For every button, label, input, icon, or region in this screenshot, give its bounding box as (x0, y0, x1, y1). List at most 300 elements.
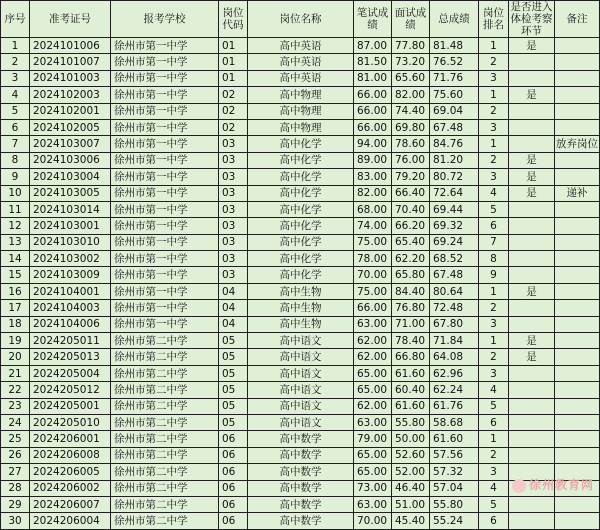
cell-col-written: 70.00 (354, 267, 392, 283)
cell-col-school: 徐州市第一中学 (111, 234, 219, 250)
cell-col-school: 徐州市第一中学 (111, 201, 219, 217)
cell-col-total: 55.24 (430, 513, 479, 529)
cell-col-remark (555, 300, 600, 316)
cell-col-physical (509, 70, 555, 86)
cell-col-total: 69.44 (430, 201, 479, 217)
cell-col-physical (509, 496, 555, 512)
cell-col-post-code: 05 (219, 365, 248, 381)
cell-col-written: 82.00 (354, 185, 392, 201)
cell-col-seq: 29 (1, 496, 30, 512)
cell-col-post-code: 05 (219, 382, 248, 398)
cell-col-post-name: 高中生物 (248, 316, 354, 332)
cell-col-interview: 61.60 (392, 398, 430, 414)
cell-col-remark (555, 218, 600, 234)
cell-col-physical (509, 316, 555, 332)
cell-col-total: 67.80 (430, 316, 479, 332)
cell-col-remark (555, 234, 600, 250)
cell-col-school: 徐州市第二中学 (111, 464, 219, 480)
cell-col-rank: 2 (479, 152, 509, 168)
cell-col-interview: 60.40 (392, 382, 430, 398)
table-row (1, 300, 600, 316)
cell-col-post-code: 03 (219, 169, 248, 185)
cell-col-exam-id: 2024103006 (30, 152, 111, 168)
cell-col-rank: 2 (479, 54, 509, 70)
cell-col-interview: 66.80 (392, 349, 430, 365)
table-row (1, 349, 600, 365)
cell-col-exam-id: 2024102005 (30, 119, 111, 135)
table-row (1, 333, 600, 349)
cell-col-post-name: 高中英语 (248, 38, 354, 54)
cell-col-interview: 66.40 (392, 185, 430, 201)
cell-col-physical: 是 (509, 38, 555, 54)
cell-col-written: 62.00 (354, 349, 392, 365)
table-row (1, 119, 600, 135)
table-row (1, 70, 600, 86)
cell-col-exam-id: 2024102003 (30, 87, 111, 103)
cell-col-exam-id: 2024206008 (30, 447, 111, 463)
cell-col-remark (555, 283, 600, 299)
cell-col-written: 66.00 (354, 87, 392, 103)
cell-col-post-code: 06 (219, 496, 248, 512)
cell-col-post-name: 高中化学 (248, 234, 354, 250)
cell-col-school: 徐州市第一中学 (111, 169, 219, 185)
cell-col-post-code: 04 (219, 300, 248, 316)
header-col-physical: 是否进入体检考察环节 (509, 1, 555, 38)
header-col-post-name: 岗位名称 (248, 1, 354, 38)
cell-col-remark (555, 414, 600, 430)
cell-col-school: 徐州市第一中学 (111, 251, 219, 267)
cell-col-written: 75.00 (354, 234, 392, 250)
cell-col-physical (509, 300, 555, 316)
cell-col-seq: 24 (1, 414, 30, 430)
cell-col-post-code: 06 (219, 447, 248, 463)
cell-col-written: 66.00 (354, 300, 392, 316)
cell-col-physical: 是 (509, 349, 555, 365)
cell-col-rank: 3 (479, 70, 509, 86)
cell-col-school: 徐州市第一中学 (111, 103, 219, 119)
cell-col-total: 67.48 (430, 267, 479, 283)
cell-col-seq: 3 (1, 70, 30, 86)
cell-col-school: 徐州市第二中学 (111, 349, 219, 365)
cell-col-written: 65.00 (354, 382, 392, 398)
cell-col-seq: 11 (1, 201, 30, 217)
cell-col-post-name: 高中英语 (248, 54, 354, 70)
cell-col-remark (555, 365, 600, 381)
cell-col-seq: 19 (1, 333, 30, 349)
cell-col-exam-id: 2024205012 (30, 382, 111, 398)
cell-col-post-code: 01 (219, 54, 248, 70)
cell-col-exam-id: 2024206004 (30, 513, 111, 529)
cell-col-physical (509, 218, 555, 234)
cell-col-seq: 18 (1, 316, 30, 332)
cell-col-school: 徐州市第一中学 (111, 152, 219, 168)
cell-col-seq: 25 (1, 431, 30, 447)
cell-col-written: 81.50 (354, 54, 392, 70)
cell-col-post-name: 高中物理 (248, 103, 354, 119)
cell-col-physical (509, 414, 555, 430)
cell-col-interview: 65.60 (392, 70, 430, 86)
cell-col-school: 徐州市第一中学 (111, 218, 219, 234)
cell-col-physical (509, 447, 555, 463)
cell-col-remark (555, 119, 600, 135)
watermark: 徐州教育网 (512, 476, 594, 493)
cell-col-rank: 5 (479, 496, 509, 512)
cell-col-total: 57.32 (430, 464, 479, 480)
cell-col-written: 81.00 (354, 70, 392, 86)
cell-col-school: 徐州市第一中学 (111, 70, 219, 86)
header-col-exam-id: 准考证号 (30, 1, 111, 38)
cell-col-exam-id: 2024206005 (30, 464, 111, 480)
header-col-school: 报考学校 (111, 1, 219, 38)
cell-col-total: 72.48 (430, 300, 479, 316)
cell-col-exam-id: 2024103009 (30, 267, 111, 283)
cell-col-school: 徐州市第二中学 (111, 431, 219, 447)
cell-col-post-name: 高中化学 (248, 152, 354, 168)
cell-col-total: 71.76 (430, 70, 479, 86)
cell-col-remark (555, 447, 600, 463)
cell-col-seq: 5 (1, 103, 30, 119)
cell-col-physical: 是 (509, 333, 555, 349)
cell-col-post-code: 03 (219, 201, 248, 217)
cell-col-school: 徐州市第二中学 (111, 513, 219, 529)
cell-col-interview: 50.00 (392, 431, 430, 447)
cell-col-interview: 65.40 (392, 234, 430, 250)
table-row (1, 398, 600, 414)
cell-col-physical (509, 54, 555, 70)
cell-col-total: 75.60 (430, 87, 479, 103)
cell-col-school: 徐州市第一中学 (111, 267, 219, 283)
cell-col-post-name: 高中数学 (248, 513, 354, 529)
cell-col-interview: 77.80 (392, 38, 430, 54)
cell-col-written: 63.00 (354, 316, 392, 332)
table-row (1, 218, 600, 234)
table-row (1, 185, 600, 201)
cell-col-physical: 是 (509, 185, 555, 201)
cell-col-written: 94.00 (354, 136, 392, 152)
cell-col-seq: 1 (1, 38, 30, 54)
table-row (1, 54, 600, 70)
cell-col-physical: 是 (509, 152, 555, 168)
cell-col-physical: 是 (509, 283, 555, 299)
cell-col-post-name: 高中化学 (248, 169, 354, 185)
cell-col-written: 63.00 (354, 496, 392, 512)
cell-col-exam-id: 2024206007 (30, 496, 111, 512)
cell-col-post-name: 高中化学 (248, 267, 354, 283)
cell-col-post-code: 03 (219, 234, 248, 250)
cell-col-post-name: 高中数学 (248, 431, 354, 447)
cell-col-exam-id: 2024205004 (30, 365, 111, 381)
cell-col-physical (509, 251, 555, 267)
cell-col-exam-id: 2024103005 (30, 185, 111, 201)
cell-col-physical (509, 431, 555, 447)
cell-col-interview: 82.00 (392, 87, 430, 103)
cell-col-interview: 66.20 (392, 218, 430, 234)
cell-col-rank: 4 (479, 382, 509, 398)
cell-col-rank: 1 (479, 87, 509, 103)
cell-col-remark (555, 169, 600, 185)
cell-col-remark: 递补 (555, 185, 600, 201)
cell-col-interview: 62.20 (392, 251, 430, 267)
cell-col-written: 75.00 (354, 283, 392, 299)
cell-col-post-name: 高中物理 (248, 87, 354, 103)
cell-col-post-code: 02 (219, 103, 248, 119)
cell-col-exam-id: 2024103010 (30, 234, 111, 250)
cell-col-school: 徐州市第二中学 (111, 382, 219, 398)
table-row (1, 234, 600, 250)
watermark-logo-icon (512, 479, 526, 493)
cell-col-rank: 2 (479, 447, 509, 463)
cell-col-remark (555, 513, 600, 529)
cell-col-rank: 6 (479, 218, 509, 234)
cell-col-rank: 1 (479, 333, 509, 349)
table-row (1, 496, 600, 512)
cell-col-seq: 30 (1, 513, 30, 529)
cell-col-post-code: 01 (219, 70, 248, 86)
header-col-rank: 岗位排名 (479, 1, 509, 38)
table-row (1, 480, 600, 496)
cell-col-rank: 3 (479, 365, 509, 381)
cell-col-post-code: 03 (219, 218, 248, 234)
cell-col-seq: 15 (1, 267, 30, 283)
cell-col-written: 78.00 (354, 251, 392, 267)
cell-col-remark (555, 54, 600, 70)
cell-col-total: 84.76 (430, 136, 479, 152)
cell-col-post-name: 高中语文 (248, 333, 354, 349)
table-row (1, 87, 600, 103)
cell-col-seq: 23 (1, 398, 30, 414)
cell-col-written: 63.00 (354, 414, 392, 430)
cell-col-remark: 放弃岗位 (555, 136, 600, 152)
cell-col-total: 71.84 (430, 333, 479, 349)
cell-col-post-code: 02 (219, 87, 248, 103)
cell-col-total: 61.60 (430, 431, 479, 447)
cell-col-interview: 73.20 (392, 54, 430, 70)
cell-col-school: 徐州市第一中学 (111, 38, 219, 54)
cell-col-total: 76.52 (430, 54, 479, 70)
cell-col-rank: 2 (479, 349, 509, 365)
cell-col-exam-id: 2024205010 (30, 414, 111, 430)
table-row (1, 464, 600, 480)
cell-col-seq: 6 (1, 119, 30, 135)
cell-col-school: 徐州市第二中学 (111, 365, 219, 381)
table-row (1, 267, 600, 283)
cell-col-exam-id: 2024103004 (30, 169, 111, 185)
cell-col-seq: 9 (1, 169, 30, 185)
cell-col-exam-id: 2024103002 (30, 251, 111, 267)
cell-col-post-code: 06 (219, 513, 248, 529)
cell-col-interview: 52.60 (392, 447, 430, 463)
table-row (1, 103, 600, 119)
cell-col-interview: 79.20 (392, 169, 430, 185)
cell-col-physical (509, 201, 555, 217)
cell-col-rank: 3 (479, 169, 509, 185)
cell-col-written: 62.00 (354, 333, 392, 349)
cell-col-rank: 4 (479, 185, 509, 201)
cell-col-post-name: 高中生物 (248, 283, 354, 299)
cell-col-post-name: 高中化学 (248, 218, 354, 234)
cell-col-physical (509, 103, 555, 119)
table-row (1, 316, 600, 332)
cell-col-school: 徐州市第二中学 (111, 414, 219, 430)
cell-col-rank: 4 (479, 480, 509, 496)
cell-col-school: 徐州市第二中学 (111, 480, 219, 496)
cell-col-exam-id: 2024206002 (30, 480, 111, 496)
header-col-total: 总成绩 (430, 1, 479, 38)
cell-col-school: 徐州市第一中学 (111, 87, 219, 103)
cell-col-remark (555, 152, 600, 168)
cell-col-post-code: 06 (219, 431, 248, 447)
cell-col-interview: 76.80 (392, 300, 430, 316)
cell-col-post-name: 高中语文 (248, 414, 354, 430)
cell-col-interview: 76.00 (392, 152, 430, 168)
cell-col-post-name: 高中语文 (248, 365, 354, 381)
cell-col-post-code: 02 (219, 119, 248, 135)
cell-col-exam-id: 2024103007 (30, 136, 111, 152)
cell-col-total: 81.20 (430, 152, 479, 168)
cell-col-exam-id: 2024101006 (30, 38, 111, 54)
cell-col-total: 58.68 (430, 414, 479, 430)
cell-col-total: 81.48 (430, 38, 479, 54)
cell-col-exam-id: 2024102001 (30, 103, 111, 119)
cell-col-post-name: 高中数学 (248, 447, 354, 463)
cell-col-post-code: 06 (219, 464, 248, 480)
cell-col-post-code: 05 (219, 414, 248, 430)
cell-col-written: 79.00 (354, 431, 392, 447)
cell-col-remark (555, 70, 600, 86)
cell-col-remark (555, 316, 600, 332)
cell-col-post-name: 高中物理 (248, 119, 354, 135)
table-row (1, 414, 600, 430)
table-row (1, 431, 600, 447)
cell-col-post-name: 高中英语 (248, 70, 354, 86)
cell-col-post-code: 05 (219, 398, 248, 414)
cell-col-interview: 78.40 (392, 333, 430, 349)
cell-col-interview: 61.60 (392, 365, 430, 381)
cell-col-school: 徐州市第一中学 (111, 300, 219, 316)
cell-col-interview: 84.40 (392, 283, 430, 299)
cell-col-rank: 5 (479, 201, 509, 217)
cell-col-total: 72.64 (430, 185, 479, 201)
cell-col-physical (509, 234, 555, 250)
cell-col-exam-id: 2024103014 (30, 201, 111, 217)
cell-col-interview: 65.80 (392, 267, 430, 283)
cell-col-total: 67.48 (430, 119, 479, 135)
cell-col-remark (555, 382, 600, 398)
cell-col-physical (509, 119, 555, 135)
cell-col-physical (509, 382, 555, 398)
table-row (1, 283, 600, 299)
cell-col-exam-id: 2024206001 (30, 431, 111, 447)
cell-col-physical (509, 365, 555, 381)
cell-col-seq: 2 (1, 54, 30, 70)
cell-col-written: 83.00 (354, 169, 392, 185)
cell-col-school: 徐州市第一中学 (111, 54, 219, 70)
header-col-written: 笔试成绩 (354, 1, 392, 38)
cell-col-rank: 1 (479, 431, 509, 447)
cell-col-post-code: 04 (219, 316, 248, 332)
cell-col-written: 65.00 (354, 447, 392, 463)
cell-col-interview: 78.60 (392, 136, 430, 152)
cell-col-written: 87.00 (354, 38, 392, 54)
cell-col-seq: 16 (1, 283, 30, 299)
cell-col-remark (555, 349, 600, 365)
cell-col-total: 57.04 (430, 480, 479, 496)
cell-col-school: 徐州市第二中学 (111, 447, 219, 463)
cell-col-remark (555, 267, 600, 283)
cell-col-exam-id: 2024101003 (30, 70, 111, 86)
cell-col-total: 69.04 (430, 103, 479, 119)
cell-col-seq: 17 (1, 300, 30, 316)
cell-col-post-code: 03 (219, 251, 248, 267)
cell-col-exam-id: 2024104006 (30, 316, 111, 332)
cell-col-post-name: 高中数学 (248, 464, 354, 480)
cell-col-remark (555, 333, 600, 349)
cell-col-remark (555, 38, 600, 54)
cell-col-rank: 5 (479, 398, 509, 414)
cell-col-post-name: 高中化学 (248, 251, 354, 267)
cell-col-interview: 70.40 (392, 201, 430, 217)
cell-col-remark (555, 431, 600, 447)
cell-col-rank: 1 (479, 136, 509, 152)
cell-col-interview: 46.40 (392, 480, 430, 496)
cell-col-written: 65.00 (354, 365, 392, 381)
cell-col-total: 57.56 (430, 447, 479, 463)
cell-col-written: 74.00 (354, 218, 392, 234)
cell-col-post-code: 03 (219, 136, 248, 152)
table-row (1, 169, 600, 185)
cell-col-physical (509, 398, 555, 414)
cell-col-rank: 3 (479, 464, 509, 480)
cell-col-seq: 7 (1, 136, 30, 152)
cell-col-post-name: 高中化学 (248, 136, 354, 152)
cell-col-written: 89.00 (354, 152, 392, 168)
cell-col-written: 62.00 (354, 398, 392, 414)
cell-col-written: 66.00 (354, 119, 392, 135)
cell-col-post-name: 高中语文 (248, 349, 354, 365)
table-row (1, 38, 600, 54)
cell-col-total: 69.24 (430, 234, 479, 250)
cell-col-post-name: 高中化学 (248, 201, 354, 217)
cell-col-post-code: 05 (219, 349, 248, 365)
cell-col-post-name: 高中语文 (248, 398, 354, 414)
cell-col-remark (555, 201, 600, 217)
table-row (1, 251, 600, 267)
table-row (1, 513, 600, 529)
cell-col-exam-id: 2024205001 (30, 398, 111, 414)
cell-col-school: 徐州市第一中学 (111, 136, 219, 152)
cell-col-remark (555, 87, 600, 103)
cell-col-seq: 22 (1, 382, 30, 398)
cell-col-seq: 12 (1, 218, 30, 234)
cell-col-interview: 51.00 (392, 496, 430, 512)
cell-col-school: 徐州市第一中学 (111, 119, 219, 135)
cell-col-exam-id: 2024104001 (30, 283, 111, 299)
cell-col-post-code: 01 (219, 38, 248, 54)
cell-col-rank: 6 (479, 414, 509, 430)
table-row (1, 365, 600, 381)
cell-col-rank: 6 (479, 513, 509, 529)
cell-col-post-code: 04 (219, 283, 248, 299)
cell-col-seq: 8 (1, 152, 30, 168)
cell-col-post-name: 高中化学 (248, 185, 354, 201)
header-col-interview: 面试成绩 (392, 1, 430, 38)
table-row (1, 201, 600, 217)
header-col-seq: 序号 (1, 1, 30, 38)
cell-col-post-name: 高中数学 (248, 480, 354, 496)
cell-col-rank: 3 (479, 316, 509, 332)
cell-col-seq: 21 (1, 365, 30, 381)
cell-col-remark (555, 251, 600, 267)
